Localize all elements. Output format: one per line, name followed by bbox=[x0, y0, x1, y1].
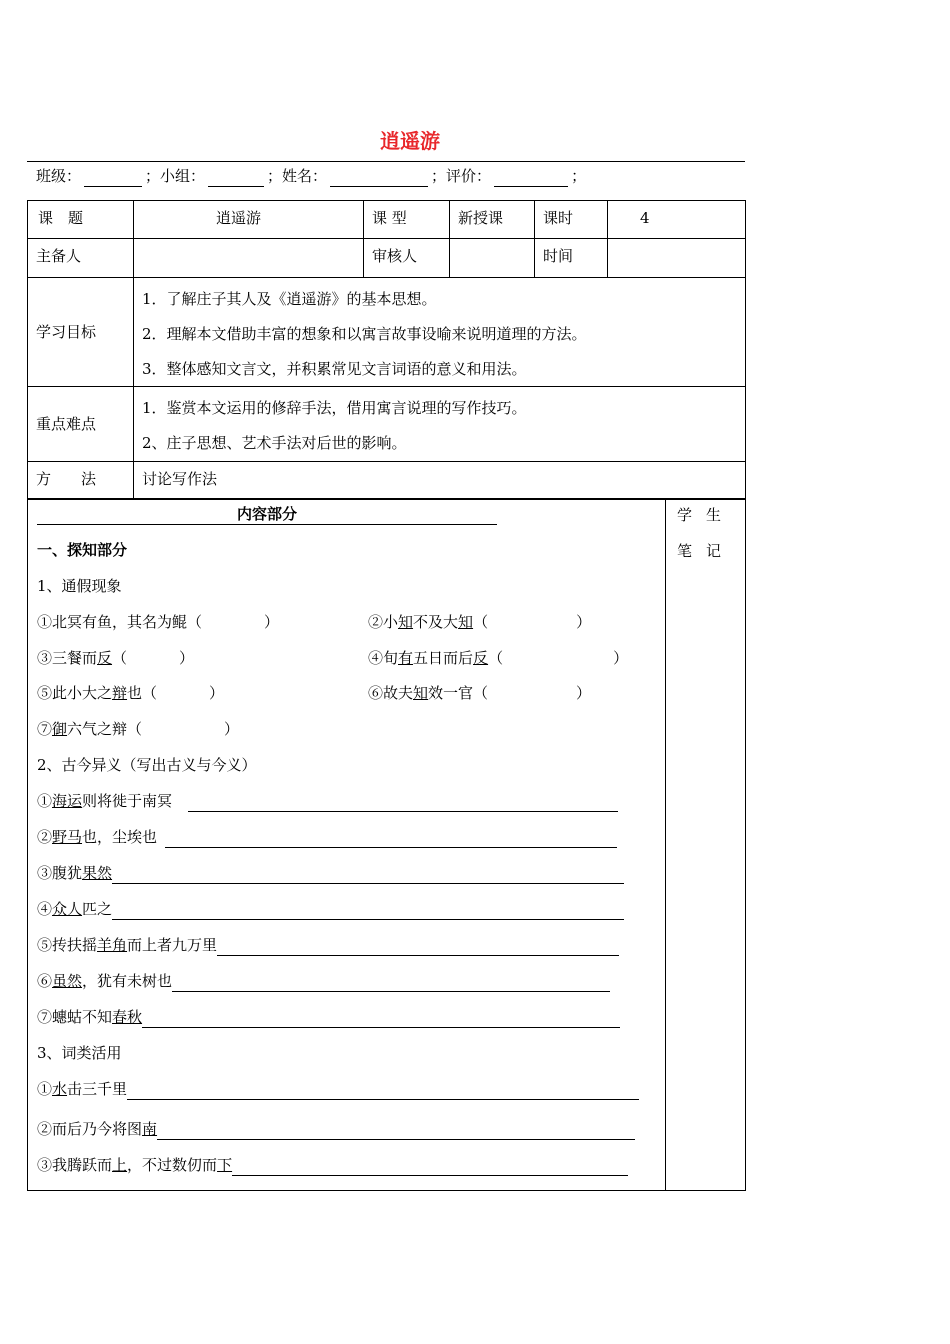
gujin-7-word: 春秋 bbox=[112, 1008, 143, 1026]
time-value bbox=[608, 239, 746, 278]
gujin-1-post: 则将徙于南冥 bbox=[82, 792, 173, 810]
cilei-3-mid: ，不过数仞而 bbox=[127, 1156, 218, 1174]
gujin-4-post: 匹之 bbox=[82, 900, 113, 918]
tongjia-6-post: 效一官（ bbox=[428, 684, 489, 702]
tongjia-1-text: ①北冥有鱼，其名为鲲（ bbox=[37, 613, 203, 631]
gujin-5-blank[interactable] bbox=[217, 938, 619, 956]
cilei-item-2 bbox=[37, 1118, 635, 1140]
gujin-2-num: ② bbox=[37, 828, 53, 846]
tongjia-7-close: ） bbox=[224, 720, 240, 738]
cilei-3-blank[interactable] bbox=[232, 1158, 628, 1176]
tongjia-4-open: （ bbox=[488, 649, 504, 667]
cilei-item-3 bbox=[37, 1154, 628, 1176]
tongjia-item-3 bbox=[37, 647, 194, 669]
cilei-3-num: ③ bbox=[37, 1156, 53, 1174]
section-cilei: 3、词类活用 bbox=[37, 1044, 122, 1062]
tongjia-4-word-1: 有 bbox=[398, 649, 414, 667]
tongjia-3-close: ） bbox=[179, 649, 195, 667]
tongjia-4-pre: ④旬 bbox=[368, 649, 399, 667]
name-blank[interactable] bbox=[330, 171, 428, 187]
content-section bbox=[27, 499, 746, 1191]
tongjia-4-mid: 五日而后 bbox=[413, 649, 474, 667]
tongjia-1-close: ） bbox=[264, 613, 280, 631]
key-label: 重点难点 bbox=[28, 387, 134, 462]
gujin-item-7 bbox=[37, 1006, 620, 1028]
preparer-label: 主备人 bbox=[28, 239, 134, 278]
gujin-5-num: ⑤ bbox=[37, 936, 53, 954]
gujin-5-word: 羊角 bbox=[97, 936, 128, 954]
gujin-1-word: 海运 bbox=[52, 792, 83, 810]
tongjia-3-word: 反 bbox=[97, 649, 113, 667]
tongjia-4-word-2: 反 bbox=[473, 649, 489, 667]
section-tongjia: 1、通假现象 bbox=[37, 577, 122, 595]
method-value: 讨论写作法 bbox=[134, 462, 746, 499]
gujin-4-word: 众人 bbox=[52, 900, 83, 918]
gujin-3-blank[interactable] bbox=[112, 866, 624, 884]
cilei-3-pre: 我腾跃而 bbox=[52, 1156, 113, 1174]
tongjia-5-close: ） bbox=[209, 684, 225, 702]
lesson-meta-table bbox=[27, 200, 746, 499]
gujin-2-post: 也，尘埃也 bbox=[82, 828, 158, 846]
gujin-6-num: ⑥ bbox=[37, 972, 53, 990]
cilei-1-blank[interactable] bbox=[127, 1082, 639, 1100]
notes-label-1: 学生 bbox=[677, 506, 736, 524]
preparer-value bbox=[134, 239, 364, 278]
tongjia-2-pre: ②小 bbox=[368, 613, 399, 631]
reviewer-value bbox=[450, 239, 535, 278]
type-value: 新授课 bbox=[450, 201, 535, 239]
title-divider bbox=[27, 161, 745, 162]
content-heading: 内容部分 bbox=[37, 504, 497, 525]
tongjia-6-close: ） bbox=[576, 684, 592, 702]
name-label: ；姓名： bbox=[267, 167, 328, 185]
gujin-5-post: 而上者九万里 bbox=[127, 936, 218, 954]
section-gujin: 2、古今异义（写出古义与今义） bbox=[37, 756, 257, 774]
info-end: ； bbox=[571, 167, 587, 185]
key-cell bbox=[134, 387, 746, 462]
tongjia-7-word: 御 bbox=[52, 720, 68, 738]
type-label: 课 型 bbox=[364, 201, 450, 239]
hours-value: 4 bbox=[608, 201, 746, 239]
tongjia-2-word-1: 知 bbox=[398, 613, 414, 631]
time-label: 时间 bbox=[535, 239, 608, 278]
class-blank[interactable] bbox=[84, 171, 142, 187]
gujin-3-num: ③ bbox=[37, 864, 53, 882]
tongjia-item-5 bbox=[37, 682, 224, 704]
topic-label: 课 题 bbox=[28, 201, 134, 239]
key-point-2: 2、庄子思想、艺术手法对后世的影响。 bbox=[142, 434, 407, 452]
gujin-1-blank[interactable] bbox=[188, 794, 618, 812]
tongjia-item-4 bbox=[368, 647, 628, 669]
method-label: 方 法 bbox=[28, 462, 134, 499]
gujin-item-3 bbox=[37, 862, 624, 884]
tongjia-item-7 bbox=[37, 718, 239, 740]
gujin-1-num: ① bbox=[37, 792, 53, 810]
gujin-6-post: ，犹有未树也 bbox=[82, 972, 173, 990]
gujin-item-5 bbox=[37, 934, 619, 956]
group-blank[interactable] bbox=[208, 171, 264, 187]
goal-3: 3．整体感知文言文，并积累常见文言词语的意义和用法。 bbox=[142, 360, 527, 378]
gujin-item-2 bbox=[37, 826, 617, 848]
cilei-2-word: 南 bbox=[142, 1120, 158, 1138]
goals-cell bbox=[134, 278, 746, 387]
student-notes-column[interactable] bbox=[665, 500, 746, 1190]
gujin-item-6 bbox=[37, 970, 610, 992]
tongjia-2-close: ） bbox=[576, 613, 592, 631]
gujin-4-num: ④ bbox=[37, 900, 53, 918]
cilei-2-blank[interactable] bbox=[157, 1122, 635, 1140]
cilei-1-word: 水 bbox=[52, 1080, 68, 1098]
reviewer-label: 审核人 bbox=[364, 239, 450, 278]
gujin-6-word: 虽然 bbox=[52, 972, 83, 990]
tongjia-item-1 bbox=[37, 611, 279, 633]
tongjia-4-close: ） bbox=[613, 649, 629, 667]
gujin-4-blank[interactable] bbox=[112, 902, 624, 920]
gujin-7-blank[interactable] bbox=[142, 1010, 620, 1028]
group-label: ；小组： bbox=[145, 167, 206, 185]
tongjia-item-6 bbox=[368, 682, 591, 704]
tongjia-6-pre: ⑥故夫 bbox=[368, 684, 414, 702]
cilei-3-word-2: 下 bbox=[217, 1156, 233, 1174]
tongjia-5-post: 也（ bbox=[127, 684, 158, 702]
tongjia-2-open: （ bbox=[473, 613, 489, 631]
gujin-3-pre: 腹犹 bbox=[52, 864, 83, 882]
notes-label-2: 笔记 bbox=[677, 542, 736, 560]
goal-2: 2．理解本文借助丰富的想象和以寓言故事设喻来说明道理的方法。 bbox=[142, 325, 587, 343]
cilei-1-post: 击三千里 bbox=[67, 1080, 128, 1098]
gujin-6-blank[interactable] bbox=[172, 974, 610, 992]
hours-label: 课时 bbox=[535, 201, 608, 239]
tongjia-5-word: 辩 bbox=[112, 684, 128, 702]
tongjia-3-open: （ bbox=[112, 649, 128, 667]
part1-heading: 一、探知部分 bbox=[37, 541, 128, 559]
tongjia-7-num: ⑦ bbox=[37, 720, 53, 738]
topic-value: 逍遥游 bbox=[134, 201, 364, 239]
class-label: 班级： bbox=[36, 167, 82, 185]
goals-label: 学习目标 bbox=[28, 278, 134, 387]
gujin-item-1 bbox=[37, 790, 618, 812]
eval-label: ；评价： bbox=[431, 167, 492, 185]
page-title: 逍遥游 bbox=[380, 129, 440, 153]
key-point-1: 1．鉴赏本文运用的修辞手法，借用寓言说理的写作技巧。 bbox=[142, 399, 527, 417]
cilei-item-1 bbox=[37, 1078, 639, 1100]
cilei-2-pre: 而后乃今将图 bbox=[52, 1120, 143, 1138]
tongjia-7-post: 六气之辩（ bbox=[67, 720, 143, 738]
goal-1: 1．了解庄子其人及《逍遥游》的基本思想。 bbox=[142, 290, 437, 308]
tongjia-5-pre: ⑤此小大之 bbox=[37, 684, 113, 702]
gujin-5-pre: 抟扶摇 bbox=[52, 936, 98, 954]
gujin-7-num: ⑦ bbox=[37, 1008, 53, 1026]
tongjia-item-2 bbox=[368, 611, 591, 633]
gujin-7-pre: 蟪蛄不知 bbox=[52, 1008, 113, 1026]
cilei-2-num: ② bbox=[37, 1120, 53, 1138]
student-info-row bbox=[36, 165, 586, 187]
gujin-2-word: 野马 bbox=[52, 828, 83, 846]
cilei-3-word-1: 上 bbox=[112, 1156, 128, 1174]
gujin-2-blank[interactable] bbox=[165, 830, 617, 848]
gujin-3-word: 果然 bbox=[82, 864, 113, 882]
tongjia-3-pre: ③三餐而 bbox=[37, 649, 98, 667]
tongjia-2-mid: 不及大 bbox=[413, 613, 459, 631]
gujin-item-4 bbox=[37, 898, 624, 920]
tongjia-2-word-2: 知 bbox=[458, 613, 474, 631]
eval-blank[interactable] bbox=[494, 171, 568, 187]
tongjia-6-word: 知 bbox=[413, 684, 429, 702]
cilei-1-num: ① bbox=[37, 1080, 53, 1098]
